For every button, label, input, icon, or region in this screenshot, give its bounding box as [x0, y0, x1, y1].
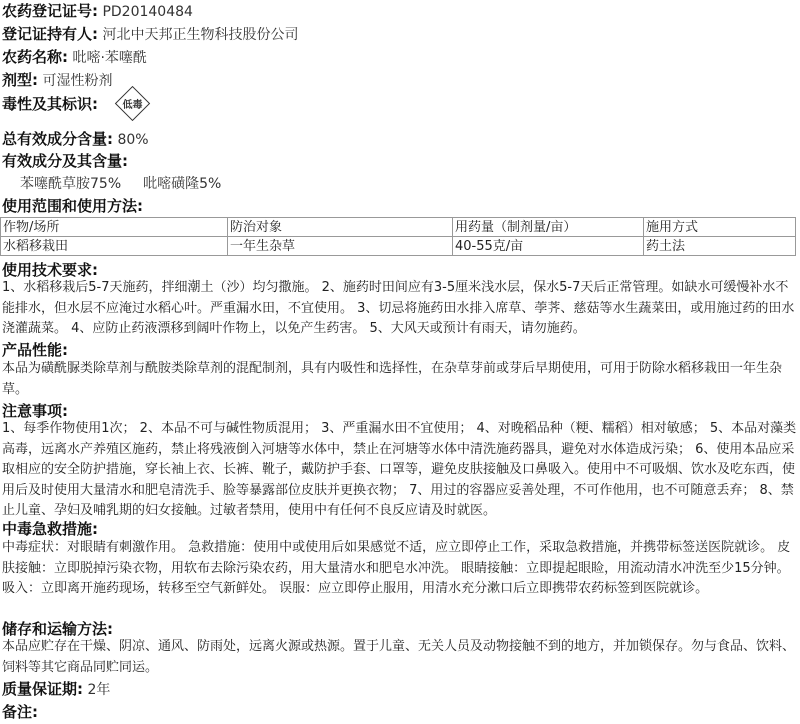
first-aid-text: 中毒症状：对眼睛有刺激作用。 急救措施：使用中或使用后如果感觉不适，应立即停止工作，采取急救措施，并携带标签送医院就诊。 皮肤接触：立即脱掉污染衣物，用软布去除污染农药，用大量清水和肥皂水冲洗。 眼睛接触：立即提起眼睑，用流动清水冲洗至少15分钟。 吸入：立即离开施药现场，转移至空气新鲜处。 误服：应立即停止服用，用清水充分漱口后立即携带农药标签到医院就诊。 — [2, 540, 791, 596]
toxicity-badge-text: 低毒 — [122, 100, 143, 111]
shelf-life-label: 质量保证期: — [2, 680, 83, 698]
table-header-cell: 防治对象 — [228, 218, 453, 237]
storage-text: 本品应贮存在干燥、阴凉、通风、防雨处，远离火源或热源。置于儿童、无关人员及动物接触不到的地方，并加锁保存。勿与食品、饮料、饲料等其它商品同贮同运。 — [2, 639, 796, 675]
table-cell: 水稻移栽田 — [1, 237, 228, 256]
name-line — [2, 48, 147, 67]
registration-label: 农药登记证号: — [2, 2, 98, 20]
formulation-value: 可湿性粉剂 — [42, 73, 113, 89]
performance-text: 本品为磺酰脲类除草剂与酰胺类除草剂的混配制剂，具有内吸性和选择性，在杂草芽前或芽后早期使用，可用于防除水稻移栽田一年生杂草。 — [2, 361, 783, 397]
table-row — [1, 237, 796, 256]
holder-value: 河北中天邦正生物科技股份公司 — [102, 27, 299, 43]
ingredient-item: 吡嘧磺隆5% — [143, 176, 222, 192]
total-content-line — [2, 130, 149, 149]
ingredient-item: 苯噻酰草胺75% — [20, 176, 122, 192]
table-cell: 药土法 — [644, 237, 796, 256]
performance-label: 产品性能: — [2, 341, 68, 359]
storage-label: 储存和运输方法: — [2, 620, 113, 638]
registration-line — [2, 2, 193, 21]
technical-label: 使用技术要求: — [2, 261, 98, 279]
ingredients-label: 有效成分及其含量: — [2, 152, 128, 170]
usage-scope-label: 使用范围和使用方法: — [2, 197, 143, 215]
remarks-label: 备注: — [2, 703, 38, 721]
toxicity-label: 毒性及其标识: — [2, 95, 98, 113]
table-header-row — [1, 218, 796, 237]
precautions-text: 1、每季作物使用1次； 2、本品不可与碱性物质混用； 3、严重漏水田不宜使用； 4、对晚稻品种（粳、糯稻）相对敏感； 5、本品对藻类高毒，远离水产养殖区施药，禁止将残液倒入河塘等水体中，禁止在河塘等水体中清洗施药器具，避免对水体造成污染； 6、使用本品应采取相应的安全防护措施，穿长袖上衣、长裤、靴子，戴防护手套、口罩等，避免皮肤接触及口鼻吸入。使用中不可吸烟、饮水及吃东西，使用后及时使用大量清水和肥皂清洗手、脸等暴露部位皮肤并更换衣物； 7、用过的容器应妥善处理，不可作他用，也不可随意丢弃； 8、禁止儿童、孕妇及哺乳期的妇女接触。过敏者禁用，使用中有任何不良反应请及时就医。 — [2, 421, 797, 518]
formulation-line — [2, 71, 112, 90]
table-header-cell: 作物/场所 — [1, 218, 228, 237]
holder-label: 登记证持有人: — [2, 25, 98, 43]
table-cell: 一年生杂草 — [228, 237, 453, 256]
table-header-cell: 用药量（制剂量/亩） — [453, 218, 644, 237]
table-header-cell: 施用方式 — [644, 218, 796, 237]
total-content-label: 总有效成分含量: — [2, 130, 113, 148]
shelf-life-value: 2年 — [87, 682, 111, 698]
low-toxicity-icon — [112, 94, 152, 116]
registration-value: PD20140484 — [102, 4, 193, 20]
ingredients-list — [20, 173, 221, 193]
first-aid-label: 中毒急救措施: — [2, 520, 98, 538]
holder-line — [2, 25, 298, 44]
usage-table — [0, 217, 796, 256]
shelf-life-line — [2, 680, 110, 699]
precautions-label: 注意事项: — [2, 402, 68, 420]
total-content-value: 80% — [117, 132, 149, 148]
technical-text: 1、水稻移栽后5-7天施药，拌细潮土（沙）均匀撒施。 2、施药时田间应有3-5厘米浅水层，保水5-7天后正常管理。如缺水可缓慢补水不能排水，但水层不应淹过水稻心叶。严重漏水田，不宜使用。 3、切忌将施药田水排入席草、荸荠、慈菇等水生蔬菜田，或用施过药的田水浇灌蔬菜。 4、应防止药液漂移到阔叶作物上，以免产生药害。 5、大风天或预计有雨天，请勿施药。 — [2, 280, 795, 336]
name-value: 吡嘧·苯噻酰 — [72, 50, 147, 66]
name-label: 农药名称: — [2, 48, 68, 66]
toxicity-line — [2, 94, 152, 116]
table-cell: 40-55克/亩 — [453, 237, 644, 256]
formulation-label: 剂型: — [2, 71, 38, 89]
